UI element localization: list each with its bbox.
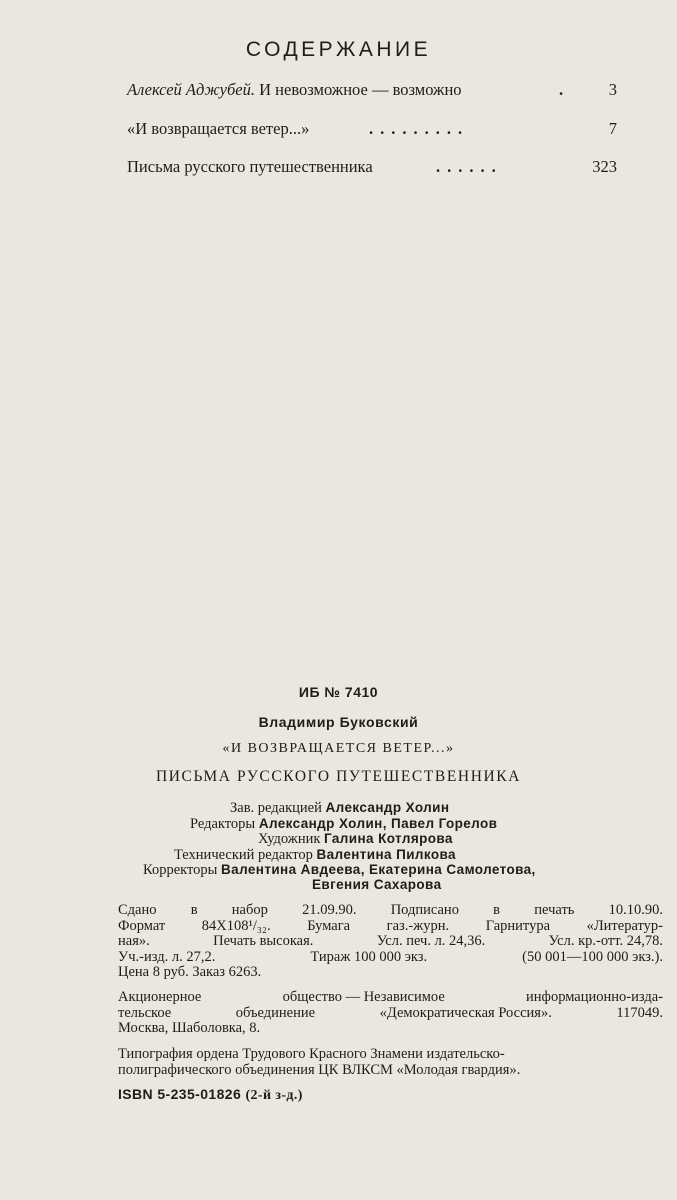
word: Усл. кр.-отт. 24,78.: [548, 933, 663, 949]
publisher-line: Москва, Шаболовка, 8.: [118, 1020, 261, 1036]
book-title-secondary: ПИСЬМА РУССКОГО ПУТЕШЕСТВЕННИКА: [155, 768, 522, 785]
printer-block: [118, 1047, 663, 1078]
word: (50 001—100 000 экз.).: [522, 948, 663, 965]
word: общество — Независимое: [282, 989, 445, 1005]
toc-entry-title: [127, 80, 462, 100]
word: «Литератур-: [586, 917, 663, 934]
credit-line: [312, 877, 441, 893]
word: 117049.: [616, 1004, 663, 1021]
word: Бумага: [307, 917, 351, 934]
credit-line: [174, 847, 456, 863]
book-title-primary: «И ВОЗВРАЩАЕТСЯ ВЕТЕР...»: [222, 741, 455, 756]
word: печать: [534, 902, 575, 918]
credit-names: Александр Холин, Павел Горелов: [258, 816, 498, 831]
credit-line: [190, 816, 497, 832]
publisher-line: [118, 990, 663, 1006]
credit-role: Редакторы: [190, 816, 256, 832]
word: тельское: [118, 1004, 172, 1021]
credit-role: Зав. редакцией: [230, 800, 322, 816]
word: 21.09.90.: [302, 902, 357, 918]
credit-line: [230, 800, 449, 816]
contents-heading: СОДЕРЖАНИЕ: [245, 38, 432, 61]
credit-names: Евгения Сахарова: [312, 877, 442, 892]
credit-names: Валентина Пилкова: [316, 847, 456, 862]
toc-page-number: 323: [592, 157, 617, 176]
toc-entry: [127, 80, 617, 102]
word: Акционерное: [118, 989, 202, 1005]
word: «Демократическая Россия».: [379, 1004, 552, 1021]
print-info-line: Цена 8 руб. Заказ 6263.: [118, 964, 262, 980]
edition-note: (2-й з-д.): [245, 1088, 303, 1103]
word: ная».: [118, 933, 150, 949]
credit-role: Технический редактор: [174, 847, 313, 863]
word: Гарнитура: [485, 917, 551, 934]
toc-entry: [127, 119, 617, 141]
toc-entry-author: Алексей Аджубей.: [127, 80, 255, 99]
word: в: [190, 902, 198, 918]
word: 84Х108¹/₃₂.: [201, 917, 271, 934]
credit-line: [258, 831, 453, 847]
isbn: [118, 1086, 303, 1104]
word: информационно-изда-: [526, 989, 663, 1005]
publisher-line: [118, 1006, 663, 1022]
word: в: [493, 902, 501, 918]
toc-leader-dots: .: [559, 80, 571, 99]
word: 10.10.90.: [608, 902, 663, 918]
word: объединение: [235, 1004, 316, 1021]
word: Формат: [118, 917, 166, 934]
ib-number: ИБ № 7410: [298, 684, 379, 700]
credit-names: Александр Холин: [325, 800, 450, 815]
print-info-line: [118, 934, 663, 950]
credit-line: [143, 862, 536, 878]
credit-names: Галина Котлярова: [324, 831, 453, 846]
credit-names: Валентина Авдеева, Екатерина Самолетова,: [221, 862, 536, 877]
word: Подписано: [390, 902, 459, 918]
word: Печать высокая.: [213, 933, 314, 949]
toc-entry-name: «И возвращается ветер...»: [127, 119, 310, 138]
toc-page-number: 7: [608, 119, 617, 138]
credit-role: Художник: [258, 831, 321, 847]
printer-line: полиграфического объединения ЦК ВЛКСМ «Молодая гвардия».: [118, 1061, 521, 1078]
word: газ.-журн.: [386, 917, 450, 934]
isbn-number: ISBN 5-235-01826: [118, 1086, 242, 1102]
toc-page-number: 3: [608, 80, 617, 99]
toc-entry-name: Письма русского путешественника: [127, 157, 373, 176]
toc-entry: [127, 157, 617, 179]
author-name: Владимир Буковский: [258, 714, 419, 730]
print-info-line: [118, 903, 663, 919]
word: Усл. печ. л. 24,36.: [376, 933, 486, 949]
toc-entry-name: И невозможное — возможно: [259, 80, 462, 99]
word: Тираж 100 000 экз.: [310, 948, 428, 965]
toc-leader-dots: .........: [369, 119, 470, 138]
credit-role: Корректоры: [143, 862, 218, 878]
print-info-line: [118, 950, 663, 966]
print-info-block: [118, 903, 663, 981]
publisher-block: [118, 990, 663, 1037]
word: набор: [231, 902, 268, 918]
word: Сдано: [118, 902, 157, 918]
printer-line: Типография ордена Трудового Красного Знамени издательско-: [118, 1046, 505, 1062]
word: Уч.-изд. л. 27,2.: [118, 948, 216, 965]
print-info-line: [118, 919, 663, 935]
toc-leader-dots: ......: [436, 157, 503, 176]
